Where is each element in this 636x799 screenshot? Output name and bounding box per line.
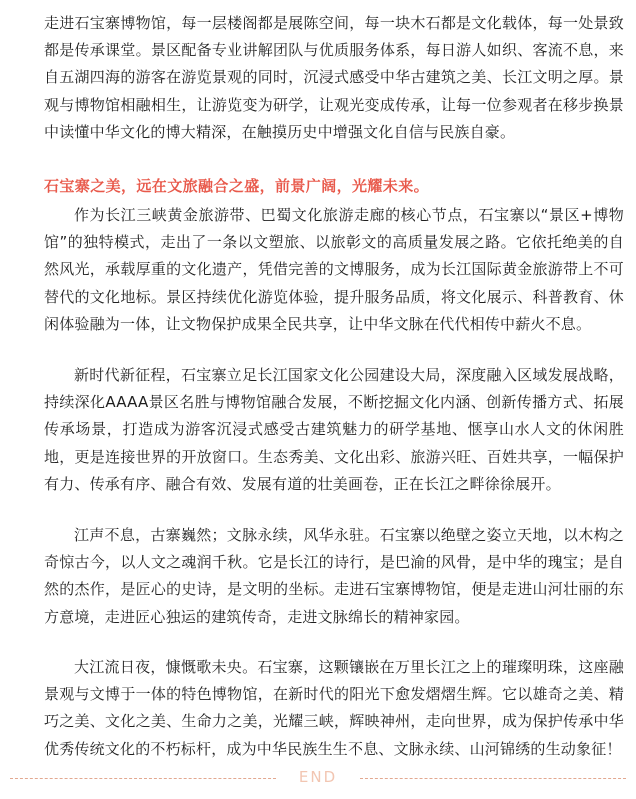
- end-divider: [10, 767, 626, 791]
- end-divider-line-left: [10, 778, 276, 779]
- paragraph-new-era: 新时代新征程，石宝寨立足长江国家文化公园建设大局，深度融入区域发展战略，持续深化AAAA景区名胜与博物馆融合发展，不断挖掘文化内涵、创新传播方式、拓展传承场景，打造成为游客沉浸式感受古建筑魅力的研学基地、惬享山水人文的休闲胜地，更是连接世界的开放窗口。生态秀美、文化出彩、旅游兴旺、百姓共享，一幅保护有力、传承有序、融合有效、发展有道的壮美画卷，正在长江之畔徐徐展开。: [44, 366, 624, 493]
- highlight-heading: 石宝寨之美，远在文旅融合之盛，前景广阔，光耀未来。: [44, 177, 430, 195]
- paragraph-museum-intro: 走进石宝寨博物馆，每一层楼阁都是展陈空间，每一块木石都是文化载体，每一处景致都是传承课堂。景区配备专业讲解团队与优质服务体系，每日游人如织、客流不息，来自五湖四海的游客在游览景观的同时，沉浸式感受中华古建筑之美、长江文明之厚。景观与博物馆相融相生，让游览变为研学，让观光变成传承，让每一位参观者在移步换景中读懂中华文化的博大精深，在触摸历史中增强文化自信与民族自豪。: [44, 14, 624, 141]
- paragraph-tourism-mode: 作为长江三峡黄金旅游带、巴蜀文化旅游走廊的核心节点，石宝寨以“景区+博物馆”的独特模式，走出了一条以文塑旅、以旅彰文的高质量发展之路。它依托绝美的自然风光，承载厚重的文化遗产，凭借完善的文博服务，成为长江国际黄金旅游带上不可替代的文化地标。景区持续优化游览体验，提升服务品质，将文化展示、科普教育、休闲体验融为一体，让文物保护成果全民共享，让中华文脉在代代相传中薪火不息。: [44, 206, 624, 333]
- paragraph-ancient-fortress: 江声不息，古寨巍然；文脉永续，风华永驻。石宝寨以绝壁之姿立天地，以木构之奇惊古今，以人文之魂润千秋。它是长江的诗行，是巴渝的风骨，是中华的瑰宝；是自然的杰作，是匠心的史诗，是文明的坐标。走进石宝寨博物馆，便是走进山河壮丽的东方意境，走进匠心独运的建筑传奇，走进文脉绵长的精神家园。: [44, 526, 624, 626]
- end-divider-line-right: [360, 778, 626, 779]
- end-label: END: [298, 768, 338, 786]
- paragraph-conclusion: 大江流日夜，慷慨歌未央。石宝寨，这颗镶嵌在万里长江之上的璀璨明珠，这座融景观与文博于一体的特色博物馆，在新时代的阳光下愈发熠熠生辉。它以雄奇之美、精巧之美、文化之美、生命力之美，光耀三峡，辉映神州，走向世界，成为保护传承中华优秀传统文化的不朽标杆，成为中华民族生生不息、文脉永续、山河锦绣的生动象征！: [44, 658, 624, 758]
